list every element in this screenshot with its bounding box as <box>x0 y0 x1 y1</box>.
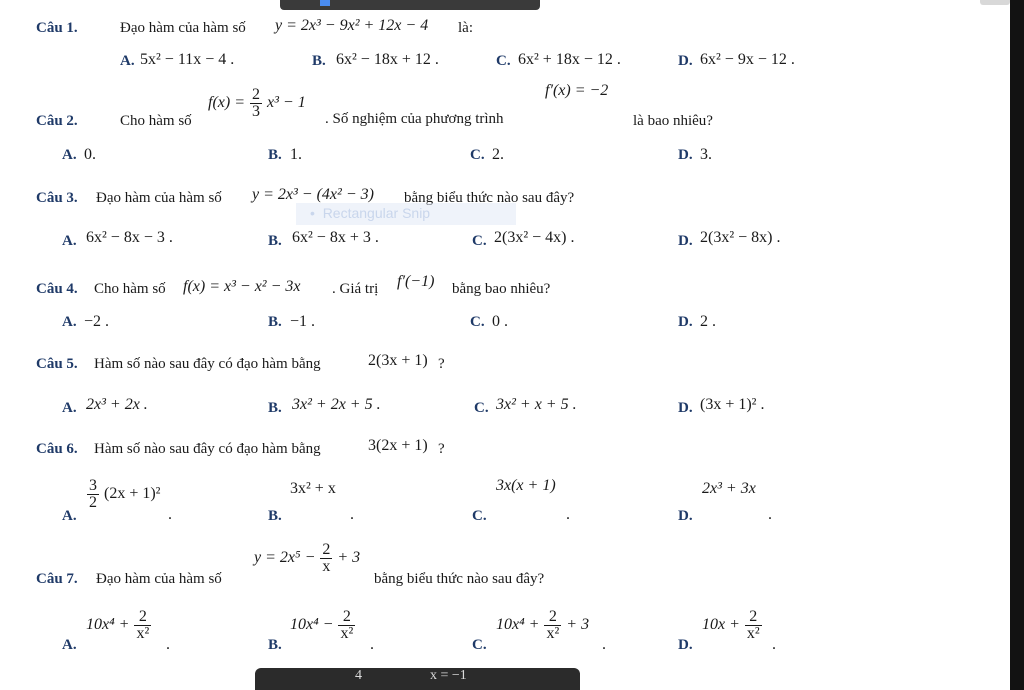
q5-option-d-letter: D. <box>678 400 693 416</box>
q7-option-b-fraction <box>338 609 355 642</box>
q1-option-b: 6x² − 18x + 12 . <box>336 51 439 68</box>
q6-expr: 3(2x + 1) <box>368 437 428 454</box>
q2-text: Cho hàm số <box>120 113 192 129</box>
q4-mid: . Giá trị <box>332 281 379 297</box>
q3-option-a: 6x² − 8x − 3 . <box>86 229 173 246</box>
q2-mid: . Số nghiệm của phương trình <box>325 111 504 127</box>
q3-option-d-letter: D. <box>678 233 693 249</box>
q2-option-c-letter: C. <box>470 147 485 163</box>
q6-option-a <box>86 478 160 511</box>
q6-option-a-fraction <box>87 478 99 511</box>
q5-label: Câu 5. <box>36 356 78 372</box>
q2-option-a: 0. <box>84 146 96 163</box>
q1-expr: y = 2x³ − 9x² + 12x − 4 <box>275 17 429 34</box>
q6-option-c: 3x(x + 1) <box>496 477 556 494</box>
q7-option-c-post: + 3 <box>566 616 590 634</box>
q1-option-b-letter: B. <box>312 53 326 69</box>
q2-option-b: 1. <box>290 146 302 163</box>
q4-option-b: −1 . <box>290 313 316 330</box>
q2-frac-den: 3 <box>252 103 260 120</box>
q1-option-c-letter: C. <box>496 53 511 69</box>
q7-option-b-end: . <box>370 636 374 653</box>
q3-expr: y = 2x³ − (4x² − 3) <box>252 186 374 203</box>
window-tab[interactable] <box>980 0 1010 5</box>
q4-expr: f(x) = x³ − x² − 3x <box>183 278 301 295</box>
q2-frac-num: 2 <box>252 86 260 103</box>
q4-option-b-letter: B. <box>268 314 282 330</box>
snip-dot-icon: • <box>310 205 323 221</box>
q5-tail: ? <box>438 356 445 372</box>
q5-option-c-letter: C. <box>474 400 489 416</box>
q1-text: Đạo hàm của hàm số <box>120 20 246 36</box>
q6-option-b: 3x² + x <box>290 480 336 497</box>
q7-expr-left: y = 2x⁵ − <box>254 549 316 567</box>
q7-option-b-pre: 10x⁴ − <box>290 616 334 634</box>
q6-option-b-letter: B. <box>268 508 282 524</box>
q3-text: Đạo hàm của hàm số <box>96 190 222 206</box>
q2-tail: là bao nhiêu? <box>633 113 713 129</box>
q5-option-c: 3x² + x + 5 . <box>496 396 577 413</box>
q6-option-d-letter: D. <box>678 508 693 524</box>
q4-label: Câu 4. <box>36 281 78 297</box>
right-gutter <box>1010 0 1024 690</box>
q7-option-c-fraction <box>544 609 561 642</box>
q1-option-d-letter: D. <box>678 53 693 69</box>
q5-expr: 2(3x + 1) <box>368 352 428 369</box>
q6-option-a-den: 2 <box>89 494 97 511</box>
q7-function <box>254 542 360 575</box>
q6-option-c-end: . <box>566 506 570 523</box>
q7-option-d-num: 2 <box>745 609 762 626</box>
q1-option-c: 6x² + 18x − 12 . <box>518 51 621 68</box>
q2-label: Câu 2. <box>36 113 78 129</box>
q3-tail: bằng biểu thức nào sau đây? <box>404 190 575 206</box>
q1-tail: là: <box>458 20 473 36</box>
q7-option-d-pre: 10x + <box>702 616 740 634</box>
snip-watermark <box>310 205 430 221</box>
q7-option-a-pre: 10x⁴ + <box>86 616 130 634</box>
q7-option-a-fraction <box>134 609 151 642</box>
q6-option-c-letter: C. <box>472 508 487 524</box>
q4-text: Cho hàm số <box>94 281 166 297</box>
q3-option-c-letter: C. <box>472 233 487 249</box>
q3-option-b-letter: B. <box>268 233 282 249</box>
q3-option-d: 2(3x² − 8x) . <box>700 229 781 246</box>
q7-option-a-den: x² <box>136 625 150 642</box>
q4-tail: bằng bao nhiêu? <box>452 281 551 297</box>
q2-fraction <box>250 87 262 120</box>
q7-option-b-den: x² <box>340 625 354 642</box>
q1-option-a-letter: A. <box>120 53 135 69</box>
q2-option-a-letter: A. <box>62 147 77 163</box>
q7-option-c <box>496 609 589 642</box>
q6-option-b-end: . <box>350 506 354 523</box>
q6-option-a-letter: A. <box>62 508 77 524</box>
bottom-cropped-panel <box>255 668 580 690</box>
q7-option-c-den: x² <box>546 625 560 642</box>
q7-option-a <box>86 609 152 642</box>
q5-text: Hàm số nào sau đây có đạo hàm bằng <box>94 356 321 372</box>
bottom-right-value: x = −1 <box>430 668 467 683</box>
q5-option-b: 3x² + 2x + 5 . <box>292 396 381 413</box>
q5-option-d: (3x + 1)² . <box>700 396 765 413</box>
q3-option-b: 6x² − 8x + 3 . <box>292 229 379 246</box>
app-icon[interactable] <box>320 0 330 6</box>
q7-fraction <box>320 542 332 575</box>
q6-option-d: 2x³ + 3x <box>702 480 756 497</box>
q2-expr-right: x³ − 1 <box>267 94 306 112</box>
q6-label: Câu 6. <box>36 441 78 457</box>
q7-option-c-letter: C. <box>472 637 487 653</box>
q7-frac-num: 2 <box>322 541 331 558</box>
q4-option-d: 2 . <box>700 313 716 330</box>
q1-label: Câu 1. <box>36 20 78 36</box>
snip-watermark-text: Rectangular Snip <box>322 205 431 221</box>
q7-option-b-num: 2 <box>338 609 355 626</box>
q1-option-a: 5x² − 11x − 4 . <box>140 51 235 68</box>
q3-option-a-letter: A. <box>62 233 77 249</box>
q5-option-a-letter: A. <box>62 400 77 416</box>
q7-option-d-den: x² <box>746 625 760 642</box>
q7-frac-den: x <box>322 558 331 575</box>
q2-expr-left: f(x) = <box>208 94 245 112</box>
q7-option-b-letter: B. <box>268 637 282 653</box>
q6-option-a-num: 3 <box>89 477 97 494</box>
q2-option-d: 3. <box>700 146 712 163</box>
q2-function <box>208 87 306 120</box>
q3-option-c: 2(3x² − 4x) . <box>494 229 575 246</box>
q7-option-b <box>290 609 356 642</box>
q7-option-d-letter: D. <box>678 637 693 653</box>
q7-option-c-end: . <box>602 636 606 653</box>
q7-tail: bằng biểu thức nào sau đây? <box>374 571 545 587</box>
q7-option-a-num: 2 <box>134 609 151 626</box>
q4-option-a: −2 . <box>84 313 110 330</box>
q7-expr-right: + 3 <box>337 549 361 567</box>
q6-text: Hàm số nào sau đây có đạo hàm bằng <box>94 441 321 457</box>
q6-option-a-end: . <box>168 506 172 523</box>
bottom-left-value: 4 <box>355 668 362 683</box>
q7-option-a-letter: A. <box>62 637 77 653</box>
q2-option-c: 2. <box>492 146 504 163</box>
q6-tail: ? <box>438 441 445 457</box>
q7-option-a-end: . <box>166 636 170 653</box>
q4-option-c-letter: C. <box>470 314 485 330</box>
q7-option-d-end: . <box>772 636 776 653</box>
q7-label: Câu 7. <box>36 571 78 587</box>
q2-option-d-letter: D. <box>678 147 693 163</box>
q7-option-c-pre: 10x⁴ + <box>496 616 540 634</box>
q1-option-d: 6x² − 9x − 12 . <box>700 51 795 68</box>
q7-option-d <box>702 609 763 642</box>
q3-label: Câu 3. <box>36 190 78 206</box>
q5-option-b-letter: B. <box>268 400 282 416</box>
q2-equation: f′(x) = −2 <box>545 82 609 99</box>
q4-equation: f′(−1) <box>397 273 435 290</box>
top-toolbar[interactable] <box>280 0 540 10</box>
q6-option-d-end: . <box>768 506 772 523</box>
q4-option-d-letter: D. <box>678 314 693 330</box>
q7-option-c-num: 2 <box>544 609 561 626</box>
q4-option-c: 0 . <box>492 313 508 330</box>
q5-option-a: 2x³ + 2x . <box>86 396 148 413</box>
q6-option-a-value: (2x + 1)² <box>104 485 161 503</box>
q7-option-d-fraction <box>745 609 762 642</box>
q2-option-b-letter: B. <box>268 147 282 163</box>
q7-text: Đạo hàm của hàm số <box>96 571 222 587</box>
q4-option-a-letter: A. <box>62 314 77 330</box>
